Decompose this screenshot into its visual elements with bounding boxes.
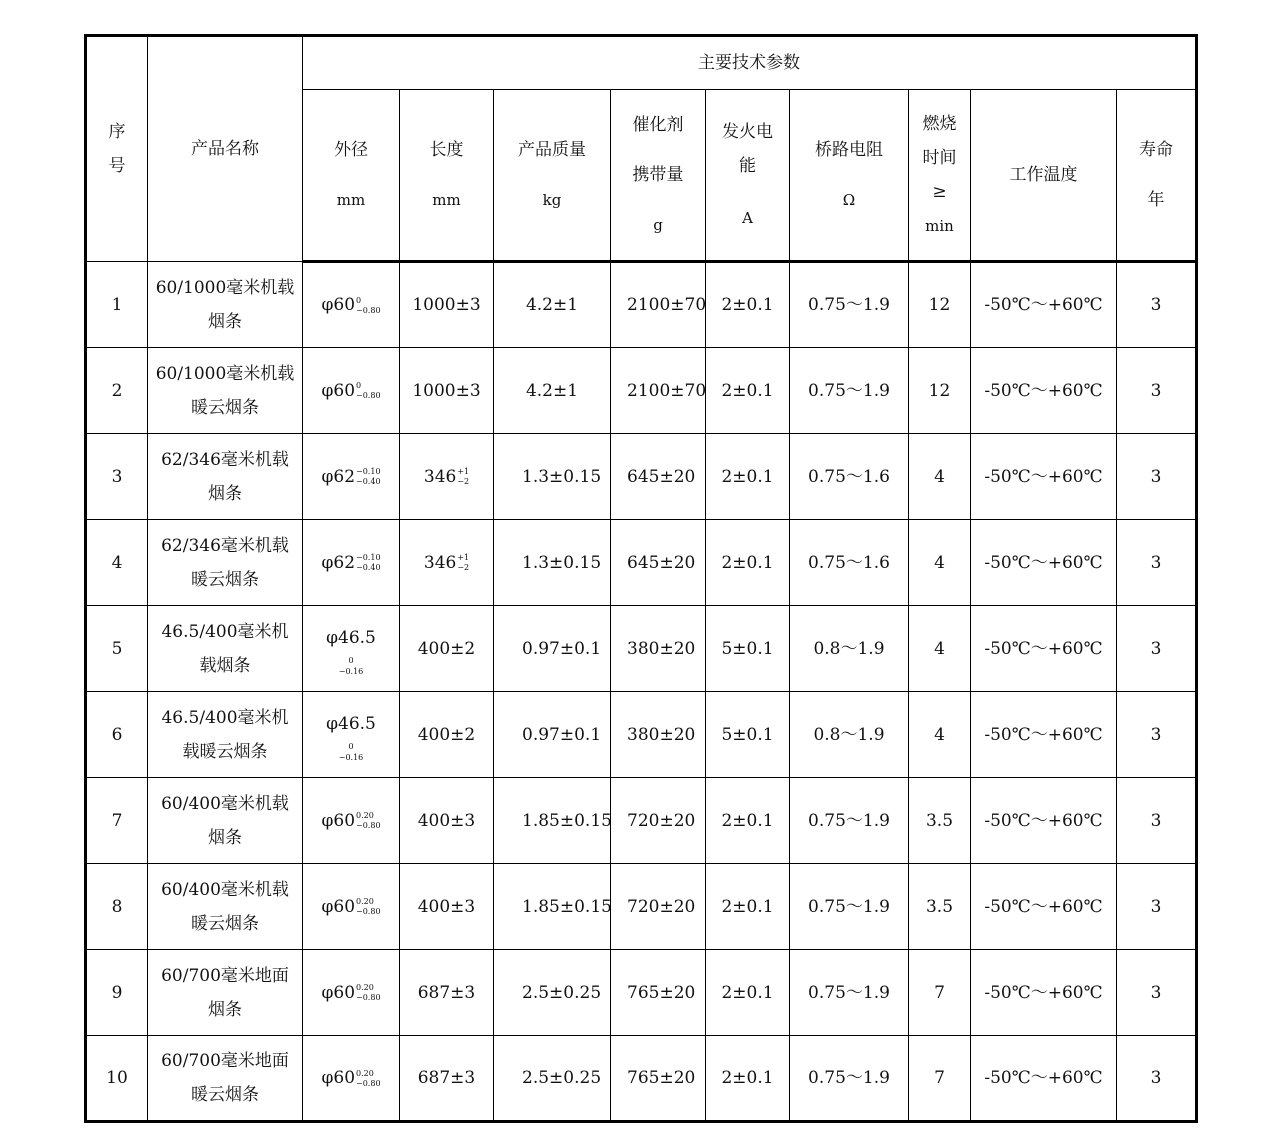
cell-ignition: 2±0.1 [706, 864, 790, 950]
cell-life: 3 [1117, 692, 1197, 778]
cell-length [400, 520, 494, 606]
cell-length [400, 950, 494, 1036]
diameter-tolerance: 0.20 −0.80 [356, 811, 381, 830]
cell-mass: 0.97±0.1 [494, 606, 611, 692]
cell-catalyst: 645±20 [611, 520, 706, 606]
cell-diameter [303, 434, 400, 520]
length-base: 400±2 [417, 638, 476, 659]
cell-resistance: 0.75～1.6 [790, 434, 909, 520]
cell-catalyst: 720±20 [611, 864, 706, 950]
length-base: 346 [423, 466, 457, 487]
cell-catalyst: 720±20 [611, 778, 706, 864]
cell-mass: 1.3±0.15 [494, 434, 611, 520]
diameter-base: φ46.5 [326, 627, 376, 648]
length-base: 687±3 [417, 982, 476, 1003]
cell-length [400, 692, 494, 778]
cell-catalyst: 380±20 [611, 606, 706, 692]
cell-diameter [303, 606, 400, 692]
diameter-base: φ60 [321, 982, 356, 1003]
cell-temperature: -50℃～+60℃ [971, 778, 1117, 864]
cell-mass: 2.5±0.25 [494, 1036, 611, 1122]
cell-burn-time: 7 [909, 950, 971, 1036]
cell-length [400, 778, 494, 864]
cell-mass: 1.85±0.15 [494, 864, 611, 950]
col-header-burn-time: 燃烧 时间 ≥ min [909, 90, 971, 262]
length-base: 346 [423, 552, 457, 573]
cell-burn-time: 3.5 [909, 864, 971, 950]
table-row [86, 434, 1197, 520]
cell-diameter [303, 520, 400, 606]
col-header-resistance: 桥路电阻 Ω [790, 90, 909, 262]
cell-catalyst: 380±20 [611, 692, 706, 778]
col-header-diameter: 外径 mm [303, 90, 400, 262]
cell-life: 3 [1117, 606, 1197, 692]
cell-ignition: 2±0.1 [706, 1036, 790, 1122]
cell-length [400, 434, 494, 520]
cell-resistance: 0.8～1.9 [790, 606, 909, 692]
cell-catalyst: 765±20 [611, 1036, 706, 1122]
cell-temperature: -50℃～+60℃ [971, 692, 1117, 778]
spec-table [84, 34, 1198, 1123]
cell-burn-time: 4 [909, 520, 971, 606]
cell-life: 3 [1117, 520, 1197, 606]
cell-temperature: -50℃～+60℃ [971, 606, 1117, 692]
cell-catalyst: 2100±70 [611, 348, 706, 434]
cell-diameter [303, 778, 400, 864]
cell-ignition: 5±0.1 [706, 606, 790, 692]
diameter-tolerance: 0.20 −0.80 [356, 983, 381, 1002]
cell-resistance: 0.75～1.6 [790, 520, 909, 606]
diameter-base: φ46.5 [326, 713, 376, 734]
cell-resistance: 0.8～1.9 [790, 692, 909, 778]
cell-burn-time: 12 [909, 348, 971, 434]
cell-catalyst: 2100±70 [611, 262, 706, 348]
diameter-tolerance: 0 −0.16 [338, 741, 364, 762]
cell-index: 6 [86, 692, 148, 778]
cell-length [400, 1036, 494, 1122]
cell-burn-time: 4 [909, 434, 971, 520]
diameter-tolerance: 0.20 −0.80 [356, 1068, 381, 1088]
cell-life: 3 [1117, 262, 1197, 348]
cell-resistance: 0.75～1.9 [790, 950, 909, 1036]
cell-index: 3 [86, 434, 148, 520]
cell-name: 46.5/400毫米机载烟条 [148, 606, 303, 692]
col-header-name: 产品名称 [148, 36, 303, 262]
length-base: 687±3 [417, 1068, 476, 1088]
cell-burn-time: 7 [909, 1036, 971, 1122]
cell-index: 2 [86, 348, 148, 434]
cell-temperature: -50℃～+60℃ [971, 434, 1117, 520]
col-header-catalyst: 催化剂 携带量 g [611, 90, 706, 262]
diameter-base: φ60 [321, 1068, 356, 1088]
cell-diameter [303, 348, 400, 434]
cell-length [400, 262, 494, 348]
table-row [86, 520, 1197, 606]
cell-diameter [303, 1036, 400, 1122]
cell-life: 3 [1117, 778, 1197, 864]
cell-mass: 4.2±1 [494, 262, 611, 348]
cell-index: 4 [86, 520, 148, 606]
diameter-tolerance: 0 −0.16 [338, 655, 364, 676]
cell-life: 3 [1117, 434, 1197, 520]
cell-temperature: -50℃～+60℃ [971, 1036, 1117, 1122]
col-header-mass: 产品质量 kg [494, 90, 611, 262]
cell-burn-time: 4 [909, 606, 971, 692]
group-header-main-params: 主要技术参数 [303, 36, 1197, 90]
diameter-base: φ60 [321, 810, 356, 831]
cell-name: 62/346毫米机载暖云烟条 [148, 520, 303, 606]
cell-ignition: 5±0.1 [706, 692, 790, 778]
diameter-tolerance: −0.10 −0.40 [356, 467, 381, 486]
diameter-tolerance: −0.10 −0.40 [356, 553, 381, 572]
table-row [86, 606, 1197, 692]
cell-temperature: -50℃～+60℃ [971, 864, 1117, 950]
cell-resistance: 0.75～1.9 [790, 262, 909, 348]
cell-life: 3 [1117, 348, 1197, 434]
cell-catalyst: 765±20 [611, 950, 706, 1036]
length-base: 400±3 [417, 896, 476, 917]
length-tolerance: +1 −2 [457, 553, 470, 572]
cell-mass: 1.85±0.15 [494, 778, 611, 864]
cell-burn-time: 4 [909, 692, 971, 778]
cell-burn-time: 3.5 [909, 778, 971, 864]
cell-temperature: -50℃～+60℃ [971, 950, 1117, 1036]
cell-diameter [303, 692, 400, 778]
col-header-index: 序 号 [86, 36, 148, 262]
cell-life: 3 [1117, 950, 1197, 1036]
col-header-life: 寿命 年 [1117, 90, 1197, 262]
cell-diameter [303, 864, 400, 950]
cell-index: 8 [86, 864, 148, 950]
cell-mass: 4.2±1 [494, 348, 611, 434]
length-base: 1000±3 [412, 380, 481, 401]
cell-diameter [303, 262, 400, 348]
diameter-tolerance: 0.20 −0.80 [356, 897, 381, 916]
cell-name: 60/400毫米机载暖云烟条 [148, 864, 303, 950]
cell-resistance: 0.75～1.9 [790, 348, 909, 434]
diameter-base: φ62 [321, 466, 356, 487]
cell-ignition: 2±0.1 [706, 778, 790, 864]
table-row [86, 348, 1197, 434]
diameter-base: φ62 [321, 552, 356, 573]
cell-length [400, 864, 494, 950]
cell-index: 5 [86, 606, 148, 692]
cell-index: 7 [86, 778, 148, 864]
diameter-tolerance: 0 −0.80 [356, 381, 381, 400]
cell-diameter [303, 950, 400, 1036]
length-base: 1000±3 [412, 295, 481, 315]
cell-ignition: 2±0.1 [706, 348, 790, 434]
cell-temperature: -50℃～+60℃ [971, 262, 1117, 348]
cell-life: 3 [1117, 1036, 1197, 1122]
length-base: 400±3 [417, 810, 476, 831]
table-row [86, 692, 1197, 778]
length-tolerance: +1 −2 [457, 467, 470, 486]
cell-index: 1 [86, 262, 148, 348]
table-row [86, 950, 1197, 1036]
table-row [86, 1036, 1197, 1122]
cell-ignition: 2±0.1 [706, 434, 790, 520]
diameter-tolerance: 0 −0.80 [356, 295, 381, 315]
cell-length [400, 348, 494, 434]
diameter-base: φ60 [321, 380, 356, 401]
cell-mass: 2.5±0.25 [494, 950, 611, 1036]
col-header-ignition: 发火电 能 A [706, 90, 790, 262]
cell-name: 62/346毫米机载烟条 [148, 434, 303, 520]
cell-burn-time: 12 [909, 262, 971, 348]
cell-length [400, 606, 494, 692]
col-header-temperature: 工作温度 [971, 90, 1117, 262]
cell-resistance: 0.75～1.9 [790, 1036, 909, 1122]
cell-name: 60/400毫米机载烟条 [148, 778, 303, 864]
cell-name: 46.5/400毫米机载暖云烟条 [148, 692, 303, 778]
cell-ignition: 2±0.1 [706, 262, 790, 348]
col-header-length: 长度 mm [400, 90, 494, 262]
table-row [86, 864, 1197, 950]
length-base: 400±2 [417, 724, 476, 745]
cell-name: 60/700毫米地面烟条 [148, 950, 303, 1036]
cell-temperature: -50℃～+60℃ [971, 520, 1117, 606]
cell-resistance: 0.75～1.9 [790, 864, 909, 950]
cell-name: 60/1000毫米机载暖云烟条 [148, 348, 303, 434]
cell-index: 9 [86, 950, 148, 1036]
cell-resistance: 0.75～1.9 [790, 778, 909, 864]
cell-mass: 0.97±0.1 [494, 692, 611, 778]
diameter-base: φ60 [321, 295, 356, 315]
cell-name: 60/700毫米地面暖云烟条 [148, 1036, 303, 1122]
cell-name: 60/1000毫米机载烟条 [148, 262, 303, 348]
cell-catalyst: 645±20 [611, 434, 706, 520]
cell-ignition: 2±0.1 [706, 520, 790, 606]
header-row-group [86, 36, 1197, 90]
diameter-base: φ60 [321, 896, 356, 917]
cell-index: 10 [86, 1036, 148, 1122]
table-row [86, 778, 1197, 864]
cell-temperature: -50℃～+60℃ [971, 348, 1117, 434]
cell-life: 3 [1117, 864, 1197, 950]
cell-mass: 1.3±0.15 [494, 520, 611, 606]
table-row [86, 262, 1197, 348]
cell-ignition: 2±0.1 [706, 950, 790, 1036]
